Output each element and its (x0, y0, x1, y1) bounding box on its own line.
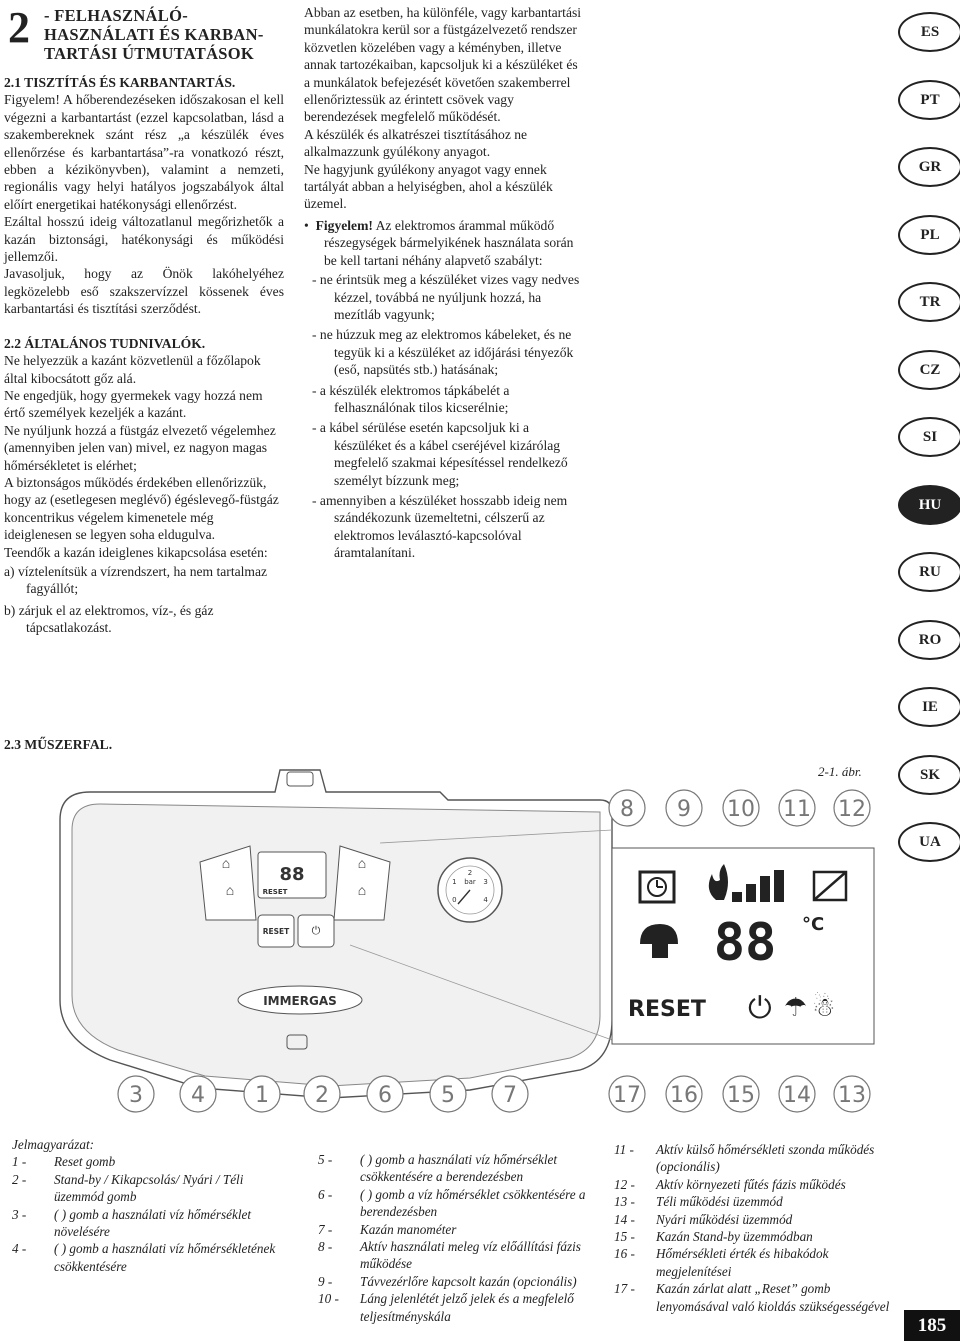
section-22-heading: 2.2 ÁLTALÁNOS TUDNIVALÓK. (4, 335, 206, 351)
legend-item (12, 1153, 294, 1170)
section-21-p3: Javasoljuk, hogy az Önök lakóhelyéhez legközelebb eső szakszervízzel kössenek éves karbantartási és tisztítási szerződést. (4, 266, 284, 317)
legend-item-number: 4 - (12, 1241, 27, 1257)
manometer-unit: bar (464, 878, 476, 886)
chapter-title (44, 6, 284, 63)
legend-item (614, 1245, 894, 1280)
legend-item-text: Kazán manométer (360, 1221, 457, 1237)
chapter-title-line2: HASZNÁLATI ÉS KARBAN- (44, 25, 264, 44)
winter-snowman-icon: ☃ (812, 993, 836, 1023)
legend-item-number: 7 - (318, 1221, 333, 1237)
legend-item (318, 1290, 588, 1325)
display-reset-text: RESET (628, 997, 706, 1022)
right-column (304, 4, 586, 562)
chapter-number: 2 (8, 3, 30, 52)
legend-col-3 (614, 1141, 894, 1315)
legend-item-text: Aktív környezeti fűtés fázis működés (656, 1176, 846, 1192)
legend-item-text: Kazán zárlat alatt „Reset” gomb lenyomásával való kioldás szükségességével (656, 1281, 890, 1314)
callout-12: 12 (838, 797, 866, 822)
right-rule-1: - ne érintsük meg a készüléket vizes vagy nedves kézzel, továbbá ne nyúljunk hozzá, ha mezítláb vagyunk; (312, 272, 580, 322)
lang-tab-ru[interactable]: RU (898, 552, 960, 592)
section-22-p2: Ne engedjük, hogy gyermekek vagy hozzá nem értő személyek kezeljék a kazánt. (4, 387, 263, 421)
legend-item (614, 1211, 894, 1228)
callout-7: 7 (503, 1083, 517, 1108)
legend-item-text: ( ) gomb a használati víz hőmérséklet csökkentésére a berendezésben (360, 1152, 558, 1185)
legend-item-number: 17 - (614, 1281, 635, 1297)
callout-17: 17 (613, 1083, 641, 1108)
small-display-digits: 88 (279, 864, 305, 885)
legend-item (318, 1273, 588, 1290)
standby-button-icon: ⏻ (311, 924, 321, 937)
figure-label: 2-1. ábr. (818, 764, 862, 779)
summer-umbrella-icon: ☂ (784, 993, 808, 1023)
legend-item-text: Aktív külső hőmérsékleti szonda működés (opcionális) (656, 1142, 875, 1175)
legend-item (318, 1221, 588, 1238)
callout-4: 4 (191, 1083, 205, 1108)
manometer-tick: 2 (467, 869, 473, 877)
lang-tab-cz[interactable]: CZ (898, 350, 960, 390)
legend-item-number: 11 - (614, 1142, 634, 1157)
section-22-p3: Ne nyúljunk hozzá a füstgáz elvezető végelemhez (amennyiben jelen van) mivel, ez nagyon magas hőmérsékletet is elérhet; (4, 422, 276, 473)
brand-logo: IMMERGAS (263, 994, 337, 1008)
manometer-tick: 3 (483, 878, 488, 886)
legend-item-number: 8 - (318, 1239, 333, 1255)
right-warning: • Figyelem! Az elektromos árammal működő részegységek bármelyikének használata során be kell tartani néhány alapvető szabályt: (304, 217, 574, 268)
lang-tab-es[interactable]: ES (898, 12, 960, 52)
callout-3: 3 (129, 1083, 143, 1108)
chapter-title-line1: - FELHASZNÁLÓ- (44, 6, 189, 25)
legend-item (614, 1176, 894, 1193)
button-down-left-icon: ⌂ (225, 884, 235, 899)
section-21-heading: 2.1 TISZTÍTÁS ÉS KARBANTARTÁS. (4, 75, 236, 90)
legend-item-number: 5 - (318, 1152, 333, 1167)
standby-icon: ⏻ (748, 991, 772, 1026)
callout-14: 14 (783, 1083, 811, 1108)
legend-item-number: 9 - (318, 1273, 333, 1289)
callout-2: 2 (315, 1083, 329, 1108)
right-rule-5: - amennyiben a készüléket hosszabb ideig nem szándékozunk üzemeltetni, célszerű az elektromos leválasztó-kapcsolóval áramtalanítani. (312, 492, 568, 561)
legend-item (614, 1280, 894, 1315)
legend-item (12, 1206, 294, 1241)
legend-item-text: Láng jelenlétét jelző jelek és a megfelelő teljesítményskála (360, 1291, 574, 1324)
legend-item (318, 1186, 588, 1221)
lang-tab-pt[interactable]: PT (898, 80, 960, 120)
main-display-digits: 88 (713, 913, 777, 973)
button-up-right-icon: ⌂ (357, 857, 367, 872)
right-rule-4: - a kábel sérülése esetén kapcsoljuk ki a készüléket és a kábel cseréjével kizárólag megfelelő szakmai képesítéssel rendelkező személyt bízzunk meg; (312, 420, 568, 488)
legend-item-number: 13 - (614, 1194, 635, 1210)
legend-item (12, 1171, 294, 1206)
section-22-p1: Ne helyezzük a kazánt közvetlenül a főzőlapok által kibocsátott gőz alá. (4, 353, 261, 386)
control-panel-illustration (0, 748, 890, 1118)
callout-1: 1 (255, 1083, 269, 1108)
callout-13: 13 (838, 1083, 866, 1108)
legend-title: Jelmagyarázat: (12, 1137, 95, 1152)
main-display-unit: °C (802, 914, 825, 935)
lang-tab-ie[interactable]: IE (898, 687, 960, 727)
right-p1: Abban az esetben, ha különféle, vagy karbantartási munkálatokra kerül sor a füstgázelvezető rendszer közvetlen közelében vagy a kéményben, illetve annak tartozékaiban, kapcsoljuk ki a készüléket és a munkálatok befejezését követően szakemberrel ellenőriztessük az érintett csövek vagy berendezések megfelelő működését. (304, 5, 582, 125)
button-down-right-icon: ⌂ (357, 884, 367, 899)
small-display-reset: RESET (262, 888, 288, 896)
legend-item-text: ( ) gomb a használati víz hőmérsékletének csökkentésére (54, 1241, 276, 1274)
left-column (4, 74, 284, 637)
legend-item-number: 10 - (318, 1291, 339, 1307)
legend-item-text: ( ) gomb a víz hőmérséklet csökkentésére a berendezésben (360, 1186, 586, 1220)
page-number: 185 (904, 1310, 960, 1341)
legend-item (318, 1151, 588, 1186)
legend-item-number: 14 - (614, 1211, 635, 1227)
power-bar-3 (760, 876, 770, 902)
section-22-p4: A biztonságos működés érdekében ellenőrizzük, hogy az (esetlegesen meglévő) égéslevegő-füstgáz koncentrikus végelem kimenetele még ideiglenesen se legyen soha eldugulva. (4, 474, 279, 543)
section-22-item-b: b) zárjuk el az elektromos, víz-, és gáz tápcsatlakozást. (4, 602, 214, 636)
legend-item (318, 1238, 588, 1273)
section-22-p5: Teendők a kazán ideiglenes kikapcsolása esetén: (4, 544, 268, 560)
lang-tab-hu[interactable]: HU (898, 485, 960, 525)
right-rule-3: - a készülék elektromos tápkábelét a felhasználónak tilos kicserélnie; (312, 382, 510, 415)
lang-tab-ro[interactable]: RO (898, 620, 960, 660)
legend-item-number: 12 - (614, 1176, 635, 1192)
legend-item-number: 3 - (12, 1206, 27, 1222)
legend-item-text: Stand-by / Kikapcsolás/ Nyári / Téli üzemmód gomb (54, 1171, 244, 1205)
legend-item (614, 1228, 894, 1245)
power-bar-4 (774, 870, 784, 902)
legend-item-number: 1 - (12, 1154, 27, 1170)
right-rule-2: - ne húzzuk meg az elektromos kábeleket, és ne tegyük ki a készüléket az időjárási tényezők (eső, napsütés stb.) hatásának; (312, 327, 574, 378)
manometer-tick: 0 (452, 896, 457, 904)
legend-item (12, 1240, 294, 1275)
right-p3: Ne hagyjunk gyúlékony anyagot vagy ennek tartályát abban a helyiségben, ahol a készülék üzemel. (304, 161, 553, 212)
callout-5: 5 (441, 1083, 455, 1108)
callout-10: 10 (727, 797, 755, 822)
section-21-p1-text: A hőberendezéseken időszakosan el kell végezni a karbantartást (ezzel kapcsolatban, lásd a szakembereknek szánt rész „a készülék éves ellenőrzése és karbantartása”-ra vonatkozó részt, ebben a kézikönyvben), valamint a nemzeti, regionális vagy helyi hatályos jogszabályok által előírt energetikai hatékonysági ellenőrzést. (4, 92, 284, 212)
lang-tab-sk[interactable]: SK (898, 755, 960, 795)
callout-16: 16 (670, 1083, 698, 1108)
legend-item-text: Aktív használati meleg víz előállítási fázis működése (360, 1239, 581, 1272)
callout-6: 6 (378, 1083, 392, 1108)
callout-11: 11 (783, 797, 811, 822)
lang-tab-pl[interactable]: PL (898, 215, 960, 255)
legend-item-text: Kazán Stand-by üzemmódban (656, 1229, 813, 1245)
button-up-left-icon: ⌂ (221, 857, 231, 872)
legend-item-number: 2 - (12, 1171, 27, 1187)
legend-item-number: 6 - (318, 1186, 333, 1202)
legend-item-text: Téli működési üzemmód (656, 1194, 783, 1210)
reset-button-label: RESET (262, 927, 290, 936)
warning-lead: Figyelem! (4, 92, 60, 108)
legend-item-number: 15 - (614, 1229, 635, 1245)
lang-tab-si[interactable]: SI (898, 417, 960, 457)
right-p2: A készülék és alkatrészei tisztításához ne alkalmazzunk gyúlékony anyagot. (304, 126, 528, 160)
lang-tab-tr[interactable]: TR (898, 282, 960, 322)
chapter-title-line3: TARTÁSI ÚTMUTATÁSOK (44, 44, 255, 63)
callout-9: 9 (677, 797, 691, 822)
right-warning-text: Az elektromos árammal működő részegységek bármelyikének használata során be kell tartani néhány alapvető szabályt: (324, 217, 574, 268)
section-23-heading: 2.3 MŰSZERFAL. (4, 737, 113, 752)
legend-item-text: Távvezérlőre kapcsolt kazán (opcionális) (360, 1273, 577, 1289)
legend-item-text: Hőmérsékleti érték és hibakódok megjelenítései (656, 1246, 829, 1279)
callout-8: 8 (620, 797, 634, 822)
legend-col-1 (12, 1136, 294, 1275)
lang-tab-ua[interactable]: UA (898, 822, 960, 862)
manometer-tick: 4 (483, 896, 488, 904)
section-21-p2: Ezáltal hosszú ideig változatlanul megőrizhetők a kazán biztonsági, hatékonysági és működési jellemzői. (4, 214, 284, 265)
manometer-tick: 1 (452, 878, 457, 886)
legend-item (614, 1141, 894, 1176)
legend-item-text: ( ) gomb a használati víz hőmérséklet növelésére (54, 1206, 252, 1240)
power-bar-2 (746, 884, 756, 902)
legend-item-number: 16 - (614, 1246, 635, 1262)
section-22-item-a: a) víztelenítsük a vízrendszert, ha nem tartalmaz fagyállót; (4, 563, 268, 597)
legend-item (614, 1193, 894, 1210)
section-21-p1 (4, 91, 284, 213)
legend-item-text: Reset gomb (54, 1154, 116, 1170)
lang-tab-gr[interactable]: GR (898, 147, 960, 187)
right-warning-lead: Figyelem! (315, 217, 373, 233)
legend-item-text: Nyári működési üzemmód (656, 1211, 793, 1227)
legend-col-2 (318, 1151, 588, 1325)
callout-15: 15 (727, 1083, 755, 1108)
power-bar-1 (732, 892, 742, 902)
